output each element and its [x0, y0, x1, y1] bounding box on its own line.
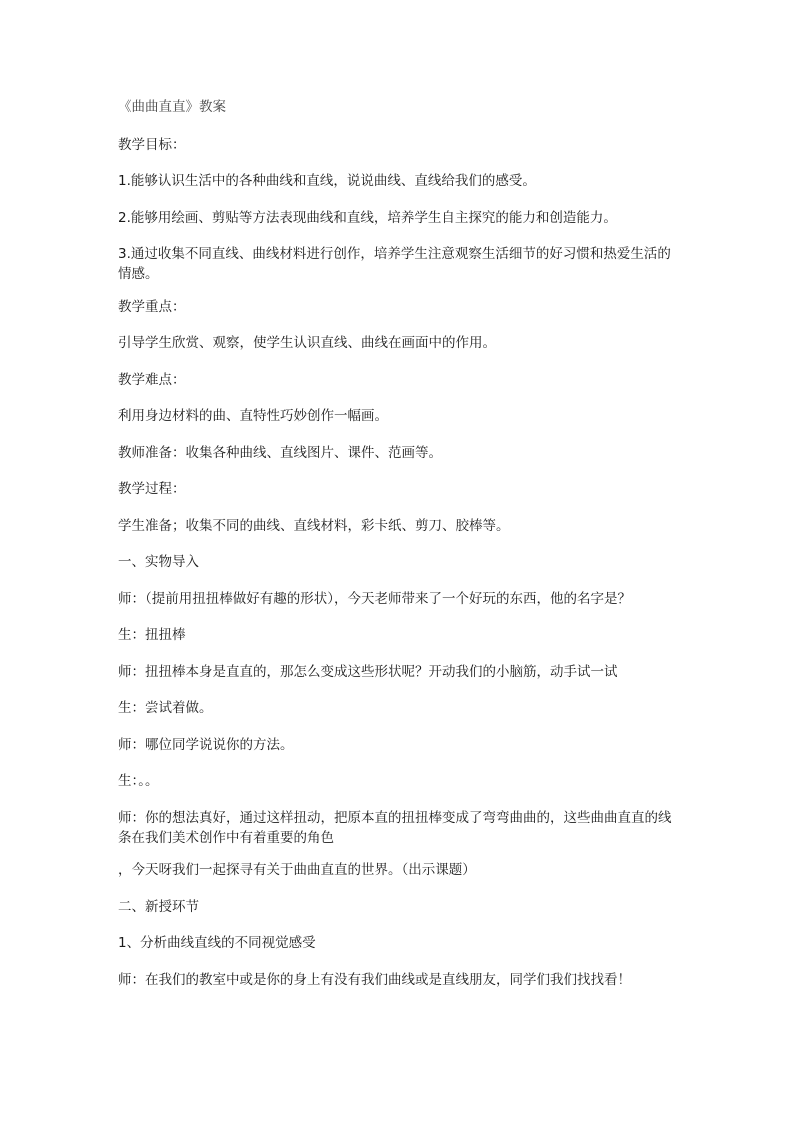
heading-key-points: 教学重点： [118, 298, 186, 315]
section-1-heading: 一、实物导入 [118, 554, 199, 570]
difficulties-text: 利用身边材料的曲、直特性巧妙创作一幅画。 [118, 408, 388, 424]
goal-item-1: 1.能够认识生活中的各种曲线和直线，说说曲线、直线给我们的感受。 [118, 173, 536, 189]
dialogue-line: 生：。。 [118, 773, 159, 789]
teacher-preparation: 教师准备：收集各种曲线、直线图片、课件、范画等。 [118, 444, 442, 461]
document-title: 《曲曲直直》教案 [118, 99, 226, 115]
dialogue-line-continued: ，今天呀我们一起探寻有关于曲曲直直的世界。（出示课题） [118, 862, 476, 878]
subsection-heading: 1、分析曲线直线的不同视觉感受 [118, 935, 316, 951]
dialogue-line: 师：扭扭棒本身是直直的，那怎么变成这些形状呢？开动我们的小脑筋，动手试一试 [118, 663, 618, 680]
student-preparation: 学生准备；收集不同的曲线、直线材料，彩卡纸、剪刀、胶棒等。 [118, 517, 510, 534]
document-body [118, 97, 678, 1006]
heading-difficulties: 教学难点： [118, 371, 186, 388]
section-2-heading: 二、新授环节 [118, 898, 199, 915]
goal-item-3: 3.通过收集不同直线、曲线材料进行创作，培养学生注意观察生活细节的好习惯和热爱生活的情感。 [118, 246, 671, 282]
dialogue-line: 师：（提前用扭扭棒做好有趣的形状），今天老师带来了一个好玩的东西，他的名字是？ [118, 590, 631, 607]
heading-process: 教学过程： [118, 481, 186, 497]
goal-item-2: 2.能够用绘画、剪贴等方法表现曲线和直线，培养学生自主探究的能力和创造能力。 [118, 209, 617, 226]
key-points-text: 引导学生欣赏、观察，使学生认识直线、曲线在画面中的作用。 [118, 335, 496, 351]
dialogue-line: 生：尝试着做。 [118, 700, 213, 716]
dialogue-line: 生：扭扭棒 [118, 627, 186, 643]
heading-teaching-goals: 教学目标： [118, 136, 186, 153]
dialogue-line: 师：在我们的教室中或是你的身上有没有我们曲线或是直线朋友，同学们我们找找看！ [118, 971, 631, 988]
dialogue-line: 师：哪位同学说说你的方法。 [118, 736, 294, 753]
dialogue-line: 师：你的想法真好，通过这样扭动，把原本直的扭扭棒变成了弯弯曲曲的，这些曲曲直直的线条在我们美术创作中有着重要的角色 [118, 809, 672, 846]
